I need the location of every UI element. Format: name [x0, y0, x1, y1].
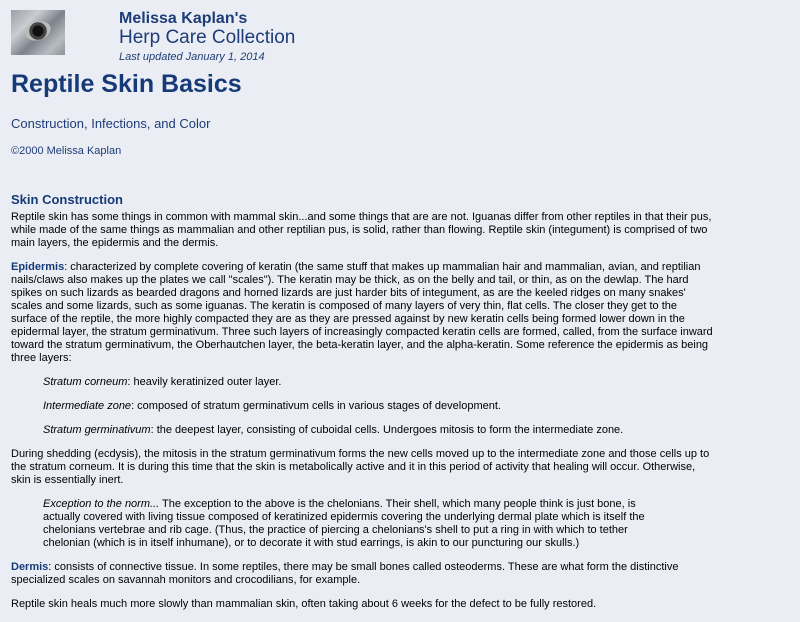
dermis-text: : consists of connective tissue. In some reptiles, there may be small bones called osteoderms. These are what form the distinctive specialized scales on savannah monitors and crocodilians, for example.: [11, 561, 679, 586]
layer-item: [43, 376, 675, 389]
page-subtitle: Construction, Infections, and Color: [11, 116, 211, 131]
layer-desc: : heavily keratinized outer layer.: [127, 376, 282, 388]
layer-item: [43, 400, 675, 413]
reptile-eye-image: [23, 18, 54, 44]
layer-name: Intermediate zone: [43, 400, 132, 412]
layer-item: [43, 424, 675, 437]
last-updated: Last updated January 1, 2014: [119, 51, 265, 63]
page-title: Reptile Skin Basics: [11, 70, 242, 98]
site-author[interactable]: Melissa Kaplan's: [119, 10, 248, 27]
site-title[interactable]: Herp Care Collection: [119, 27, 296, 48]
section-heading: Skin Construction: [11, 192, 123, 207]
copyright: ©2000 Melissa Kaplan: [11, 145, 122, 157]
layer-name: Stratum corneum: [43, 376, 128, 388]
dermis-paragraph: [11, 561, 715, 587]
article-body: [11, 192, 715, 622]
layer-name: Stratum germinativum: [43, 424, 151, 436]
exception-label: Exception to the norm...: [43, 498, 160, 510]
dermis-term: Dermis: [11, 561, 49, 573]
healing-paragraph: Reptile skin heals much more slowly than mammalian skin, often taking about 6 weeks for the defect to be fully restored.: [11, 598, 597, 610]
epidermis-paragraph: [11, 261, 715, 365]
exception-paragraph: [43, 498, 675, 550]
shedding-paragraph: During shedding (ecdysis), the mitosis in the stratum germinativum forms the new cells moved up to the intermediate zone and those cells up to the stratum corneum. It is during this time that the skin is metabolically active and it in this period of activity that healing will occur. Otherwise, skin is essentially inert.: [11, 448, 710, 486]
layer-desc: : the deepest layer, consisting of cuboidal cells. Undergoes mitosis to form the intermediate zone.: [150, 424, 624, 436]
epidermis-term: Epidermis: [11, 261, 65, 273]
layer-desc: : composed of stratum germinativum cells in various stages of development.: [131, 400, 501, 412]
epidermis-text: : characterized by complete covering of keratin (the same stuff that makes up mammalian hair and mammalian, avian, and reptilian nails/claws also makes up the plates we call "scales"). The keratin may be thick, as on the belly and tail, or thin, as on the dewlap. The hard spikes on such lizards as bearded dragons and horned lizards are just harder bits of integument, as are the keeled ridges on many snakes' scales and some lizards, such as some iguanas. The keratin is composed of many layers of very thin, flat cells. The closer they get to the surface of the reptile, the more highly compacted they are as they are pressed against by new keratin cells being formed lower down in the epidermal layer, the stratum germinativum. Three such layers of increasingly compacted keratin cells are formed, called, from the surface inward toward the stratum germinativum, the Oberhautchen layer, the beta-keratin layer, and the alpha-keratin. Some reference the epidermis as being three layers:: [11, 261, 713, 364]
exception-text: The exception to the above is the chelonians. Their shell, which many people think is just bone, is actually covered with living tissue composed of keratinized epidermis covering the underlying dermal plate which is itself the chelonians vertebrae and rib cage. (Thus, the practice of piercing a chelonians's shell to put a ring in with which to tether chelonian (which is in itself inhumane), or to decorate it with stud earrings, is akin to our puncturing our skulls.): [43, 498, 645, 549]
collection-logo[interactable]: [11, 10, 65, 55]
intro-paragraph: Reptile skin has some things in common with mammal skin...and some things that are are not. Iguanas differ from other reptiles in that their pus, while made of the same things as mammalian and other reptilian pus, is solid, rather than flowing. Reptile skin (integument) is comprised of two main layers, the epidermis and the dermis.: [11, 211, 712, 249]
